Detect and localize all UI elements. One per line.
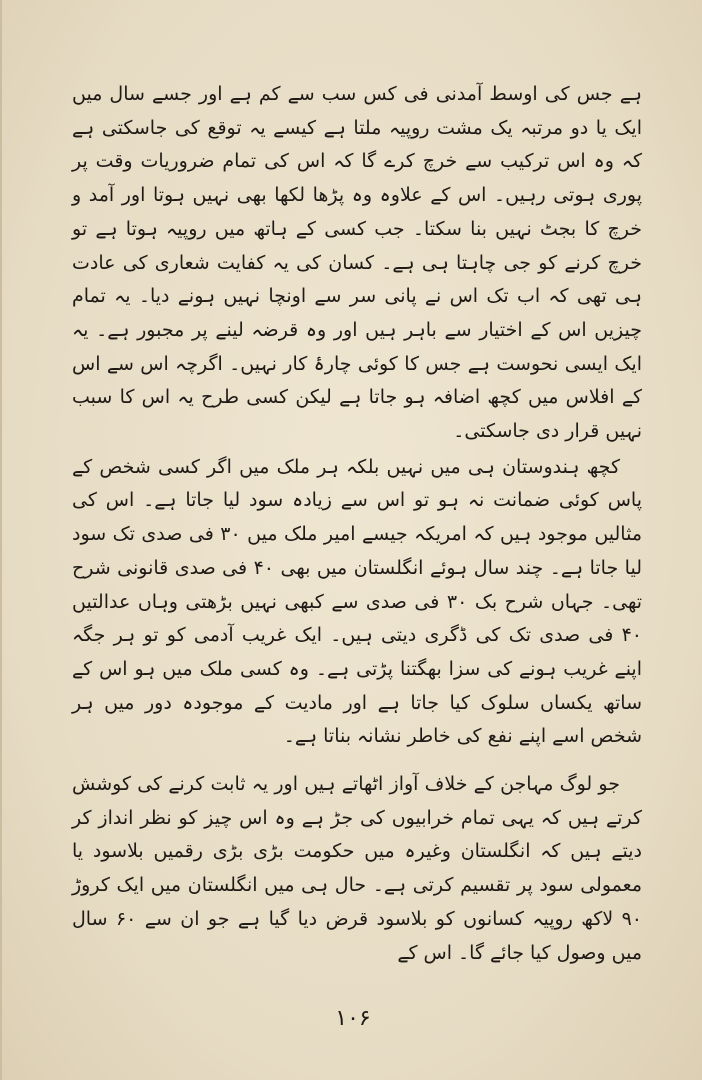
page-number: ۱۰۶	[335, 1006, 371, 1031]
paragraph-2: کچھ ہندوستان ہی میں نہیں بلکہ ہر ملک میں اگر کسی شخص کے پاس کوئی ضمانت نہ ہو تو اس سے زیادہ سود لیا جاتا ہے۔ اس کی مثالیں موجود ہیں کہ امریکہ جیسے امیر ملک میں ۳۰ فی صدی تک سود لیا جاتا ہے۔ چند سال ہوئے انگلستان میں بھی ۴۰ فی صدی قانونی شرح تھی۔ جہاں شرح بک ۳۰ فی صدی سے کبھی نہیں بڑھتی وہاں عدالتیں ۴۰ فی صدی تک کی ڈگری دیتی ہیں۔ ایک غریب آدمی کو تو ہر جگہ اپنے غریب ہونے کی سزا بھگتنا پڑتی ہے۔ وہ کسی ملک میں ہو اس کے ساتھ یکساں سلوک کیا جاتا ہے اور مادیت کے موجودہ دور میں ہر شخص اسے اپنے نفع کی خاطر نشانہ بناتا ہے۔	[72, 455, 642, 748]
paragraph-3: جو لوگ مہاجن کے خلاف آواز اٹھاتے ہیں اور یہ ثابت کرنے کی کوشش کرتے ہیں کہ یہی تمام خرابیوں کی جڑ ہے وہ اس چیز کو نظر انداز کر دیتے ہیں کہ انگلستان وغیرہ میں حکومت بڑی بڑی رقمیں بلاسود یا معمولی سود پر تقسیم کرتی ہے۔ حال ہی میں انگلستان میں ایک کروڑ ۹۰ لاکھ روپیہ کسانوں کو بلاسود قرض دیا گیا ہے جو ان سے ۶۰ سال میں وصول کیا جائے گا۔ اس کے	[72, 773, 642, 964]
body-text	[72, 78, 642, 970]
paragraph-1: ہے جس کی اوسط آمدنی فی کس سب سے کم ہے اور جسے سال میں ایک یا دو مرتبہ یک مشت روپیہ ملتا ہے کیسے یہ توقع کی جاسکتی ہے کہ وہ اس ترکیب سے خرچ کرے گا کہ اس کی تمام ضروریات وقت پر پوری ہوتی رہیں۔ اس کے علاوہ وہ پڑھا لکھا بھی نہیں ہوتا اور آمد و خرچ کا بجٹ نہیں بنا سکتا۔ جب کسی کے ہاتھ میں روپیہ ہوتا ہے تو خرچ کرنے کو جی چاہتا ہی ہے۔ کسان کی یہ کفایت شعاری کی عادت ہی تھی کہ اب تک اس نے پانی سر سے اونچا نہیں ہونے دیا۔ یہ تمام چیزیں اس کے اختیار سے باہر ہیں اور وہ قرضہ لینے پر مجبور ہے۔ یہ ایک ایسی نحوست ہے جس کا کوئی چارۂ کار نہیں۔ اگرچہ اس سے اس کے افلاس میں کچھ اضافہ ہو جاتا ہے لیکن کسی طرح یہ اس کا سبب نہیں قرار دی جاسکتی۔	[72, 83, 642, 443]
